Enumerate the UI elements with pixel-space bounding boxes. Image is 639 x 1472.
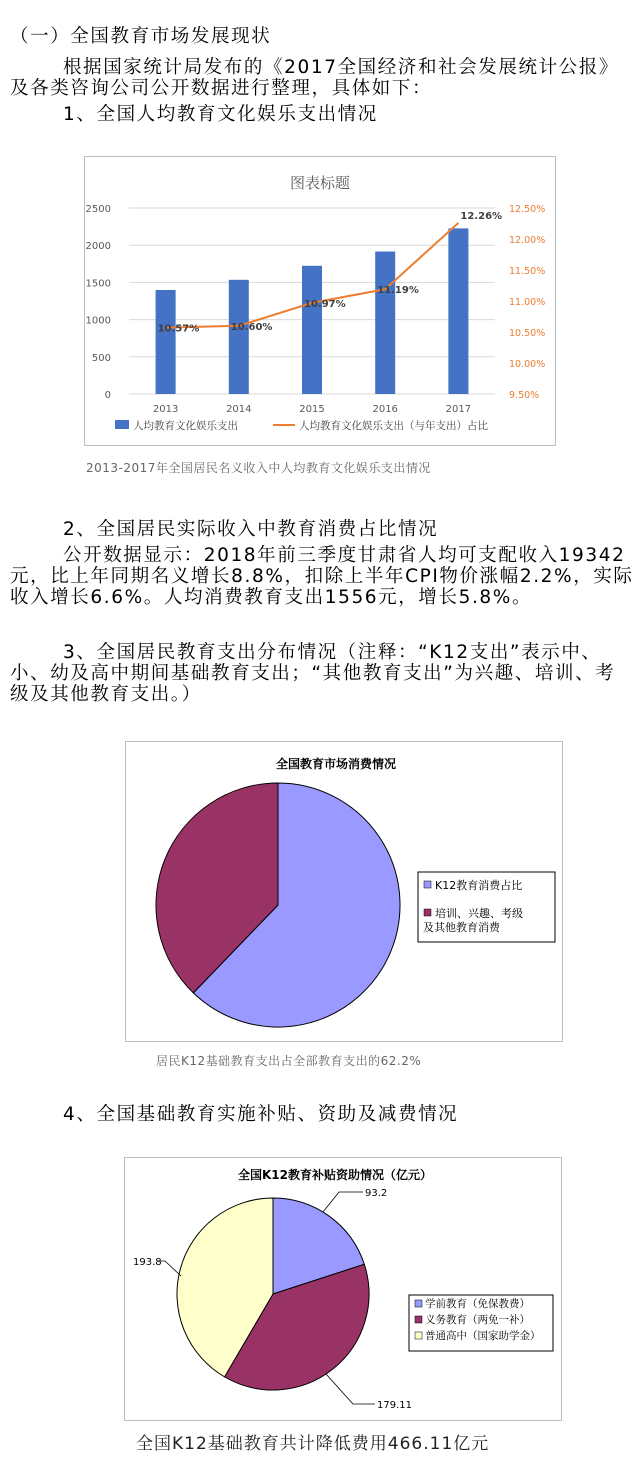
line-data-label: 10.60% [230, 321, 273, 333]
expenditure-chart-svg [85, 157, 555, 445]
y2-tick-label: 10.00% [509, 359, 546, 370]
line-data-label: 12.26% [460, 210, 503, 222]
item3-title: 3、全国居民教育支出分布情况（注释：“K12支出”表示中、小、幼及高中期间基础教育支出；“其他教育支出”为兴趣、培训、考级及其他教育支出。） [10, 642, 616, 705]
legend-label-0: 学前教育（免保教费） [425, 1298, 530, 1310]
education-consumption-pie-svg [126, 742, 562, 1041]
item1-title: 1、全国人均教育文化娱乐支出情况 [63, 104, 378, 125]
y-tick-label: 0 [104, 390, 111, 401]
legend-swatch-bar [115, 420, 129, 429]
chart-title: 全国教育市场消费情况 [275, 757, 397, 771]
legend-label-2: 普通高中（国家助学金） [425, 1330, 541, 1342]
x-tick-label: 2017 [445, 404, 472, 415]
leader-line-compulsory [326, 1374, 375, 1404]
x-tick-label: 2013 [152, 404, 179, 415]
y-tick-label: 500 [91, 352, 111, 364]
legend-swatch-2 [415, 1332, 422, 1339]
item2-body: 公开数据显示：2018年前三季度甘肃省人均可支配收入19342元，比上年同期名义增长8.8%，扣除上半年CPI物价涨幅2.2%，实际收入增长6.6%。人均消费教育支出1556元，增长5.8%。 [10, 545, 634, 608]
y-tick-label: 1500 [85, 278, 111, 290]
expenditure-chart [84, 156, 556, 446]
legend-swatch-k12 [424, 881, 431, 888]
y2-tick-label: 11.50% [509, 266, 546, 277]
section-heading: （一）全国教育市场发展现状 [10, 26, 272, 47]
k12-subsidy-pie-svg [125, 1158, 561, 1420]
chart1-caption: 2013-2017年全国居民名义收入中人均教育文化娱乐支出情况 [86, 461, 431, 475]
bar-2017 [448, 228, 468, 394]
chart3-caption: 全国K12基础教育共计降低费用466.11亿元 [136, 1434, 490, 1454]
intro-paragraph: 根据国家统计局发布的《2017全国经济和社会发展统计公报》及各类咨询公司公开数据进行整理，具体如下： [10, 57, 619, 99]
y-tick-label: 2500 [85, 204, 111, 215]
y2-tick-label: 11.00% [509, 297, 546, 308]
data-label-preschool: 93.2 [365, 1188, 388, 1199]
chart2-caption: 居民K12基础教育支出占全部教育支出的62.2% [156, 1054, 422, 1068]
legend-label-other: 培训、兴趣、考级及其他教育消费 [423, 907, 523, 934]
leader-line-preschool [323, 1192, 363, 1212]
y2-tick-label: 9.50% [509, 390, 540, 401]
legend-swatch-0 [415, 1300, 422, 1307]
x-tick-label: 2015 [299, 404, 325, 415]
y2-tick-label: 10.50% [509, 328, 546, 339]
legend-label-bar: 人均教育文化娱乐支出 [133, 420, 238, 432]
bar-2015 [302, 266, 322, 394]
y-tick-label: 1000 [85, 315, 111, 327]
legend-swatch-other [424, 909, 431, 916]
education-consumption-pie [125, 741, 563, 1042]
y-tick-label: 2000 [85, 241, 111, 253]
y2-tick-label: 12.00% [509, 235, 546, 246]
bar-2014 [229, 280, 249, 394]
k12-subsidy-pie [124, 1157, 562, 1421]
y2-tick-label: 12.50% [509, 204, 546, 215]
x-tick-label: 2016 [372, 404, 398, 415]
line-data-label: 11.19% [377, 285, 419, 297]
chart-title: 全国K12教育补贴资助情况（亿元） [238, 1168, 432, 1182]
item2-title: 2、全国居民实际收入中教育消费占比情况 [63, 519, 439, 540]
data-label-compulsory: 179.11 [377, 1400, 412, 1411]
bar-2016 [375, 252, 395, 394]
legend-label-k12: K12教育消费占比 [435, 879, 523, 892]
line-data-label: 10.97% [304, 298, 346, 310]
chart-title: 图表标题 [289, 174, 351, 192]
legend-label-line: 人均教育文化娱乐支出（与年支出）占比 [299, 420, 488, 432]
data-label-highschool: 193.8 [133, 1257, 162, 1268]
x-tick-label: 2014 [226, 404, 252, 415]
legend-label-1: 义务教育（两免一补） [425, 1314, 530, 1326]
bar-2013 [156, 290, 176, 394]
line-data-label: 10.57% [157, 323, 200, 335]
item4-title: 4、全国基础教育实施补贴、资助及减费情况 [63, 1104, 459, 1125]
legend-swatch-1 [415, 1316, 422, 1323]
